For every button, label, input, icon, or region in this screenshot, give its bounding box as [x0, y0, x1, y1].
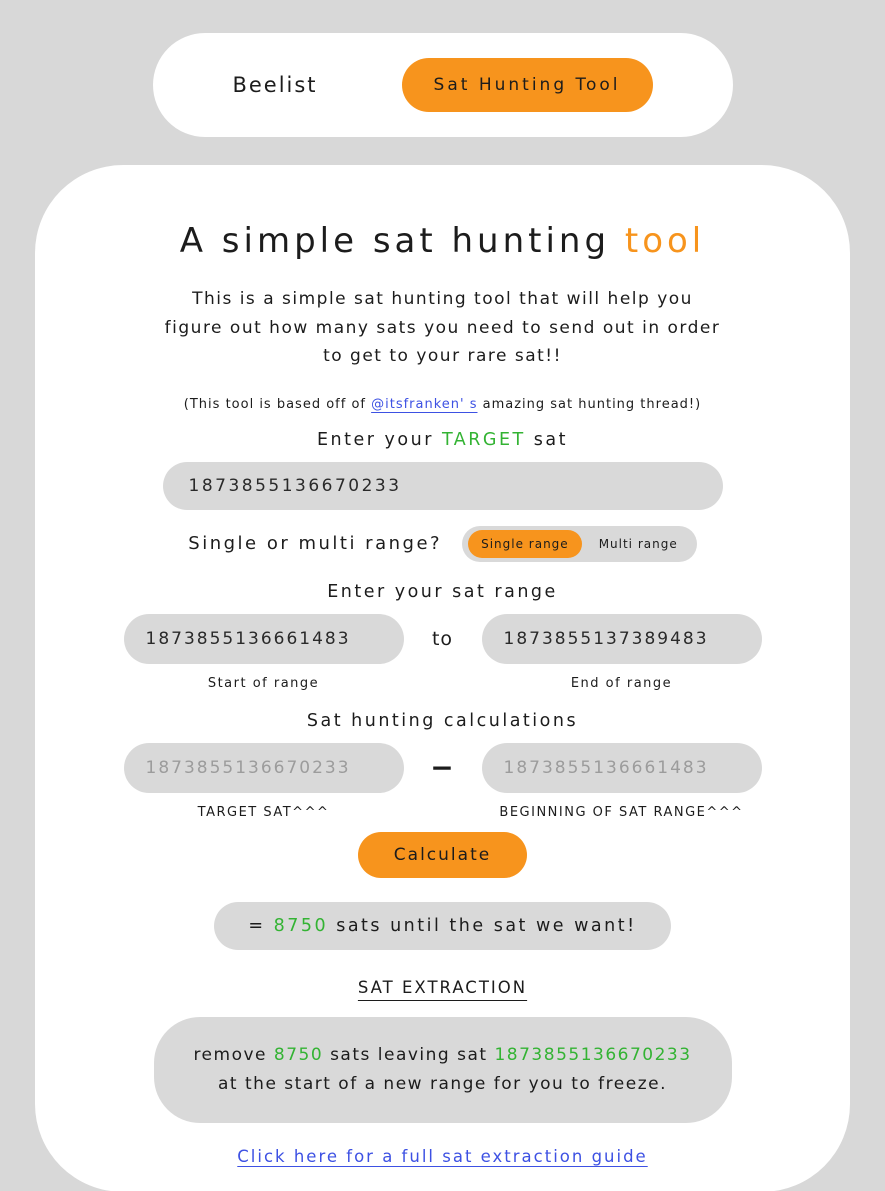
target-label-prefix: Enter your [317, 429, 442, 450]
calculate-button[interactable]: Calculate [358, 832, 527, 878]
calc-range-start-field[interactable] [482, 743, 762, 793]
single-range-option[interactable]: Single range [468, 530, 582, 558]
extraction-seg-2: sats leaving sat [323, 1044, 495, 1065]
range-start-label: Start of range [207, 675, 320, 691]
credit-line [35, 397, 850, 412]
itsfranken-link[interactable]: @itsfranken' s [371, 396, 478, 412]
extraction-guide-link[interactable]: Click here for a full sat extraction guide [237, 1147, 648, 1167]
result-prefix: = [248, 915, 274, 936]
sat-range-heading: Enter your sat range [327, 581, 558, 602]
credit-suffix: amazing sat hunting thread!) [477, 396, 702, 412]
extraction-seg-3: at the start of a new range for you to freeze. [218, 1073, 667, 1094]
extraction-result-box [154, 1017, 732, 1123]
target-sat-input[interactable] [163, 462, 723, 510]
range-mode-row [35, 526, 850, 562]
main-card [35, 165, 850, 1191]
range-start-input[interactable] [124, 614, 404, 664]
credit-prefix: (This tool is based off of [183, 396, 372, 412]
range-mode-question: Single or multi range? [188, 533, 443, 555]
minus-operator: − [430, 751, 455, 785]
target-label-suffix: sat [525, 429, 568, 450]
page-title [35, 221, 850, 261]
page-title-text: A simple sat hunting [179, 221, 625, 261]
result-suffix: sats until the sat we want! [328, 915, 637, 936]
sat-extraction-heading: SAT EXTRACTION [357, 977, 528, 997]
calculations-heading: Sat hunting calculations [306, 710, 579, 731]
result-row [35, 878, 850, 950]
extraction-heading-row [35, 950, 850, 997]
extraction-seg-1: remove [193, 1044, 274, 1065]
header-pill [153, 33, 733, 137]
range-end-label: End of range [570, 675, 673, 691]
brand-link[interactable]: Beelist [232, 73, 318, 97]
multi-range-option[interactable]: Multi range [586, 530, 691, 558]
result-pill [214, 902, 670, 950]
intro-text: This is a simple sat hunting tool that will help you figure out how many sats you need to send out in order to get to your rare sat!! [164, 289, 721, 367]
calculation-inputs-row [35, 743, 850, 793]
range-separator: to [431, 627, 454, 650]
extraction-sat-number: 1873855136670233 [494, 1044, 692, 1065]
calc-target-label: TARGET SAT^^^ [197, 804, 330, 820]
extraction-sats-count: 8750 [273, 1044, 324, 1065]
calc-target-sat-field[interactable] [124, 743, 404, 793]
result-value: 8750 [273, 915, 329, 936]
target-sat-label [35, 430, 850, 450]
sat-range-labels-row [35, 676, 850, 691]
page-title-highlight: tool [624, 221, 706, 261]
sat-hunting-tool-nav-button[interactable]: Sat Hunting Tool [402, 58, 653, 112]
calc-range-start-label: BEGINNING OF SAT RANGE^^^ [499, 804, 744, 820]
range-mode-toggle [462, 526, 697, 562]
target-label-highlight: TARGET [441, 429, 526, 450]
sat-range-inputs-row [35, 614, 850, 664]
range-end-input[interactable] [482, 614, 762, 664]
calculation-labels-row [35, 805, 850, 820]
